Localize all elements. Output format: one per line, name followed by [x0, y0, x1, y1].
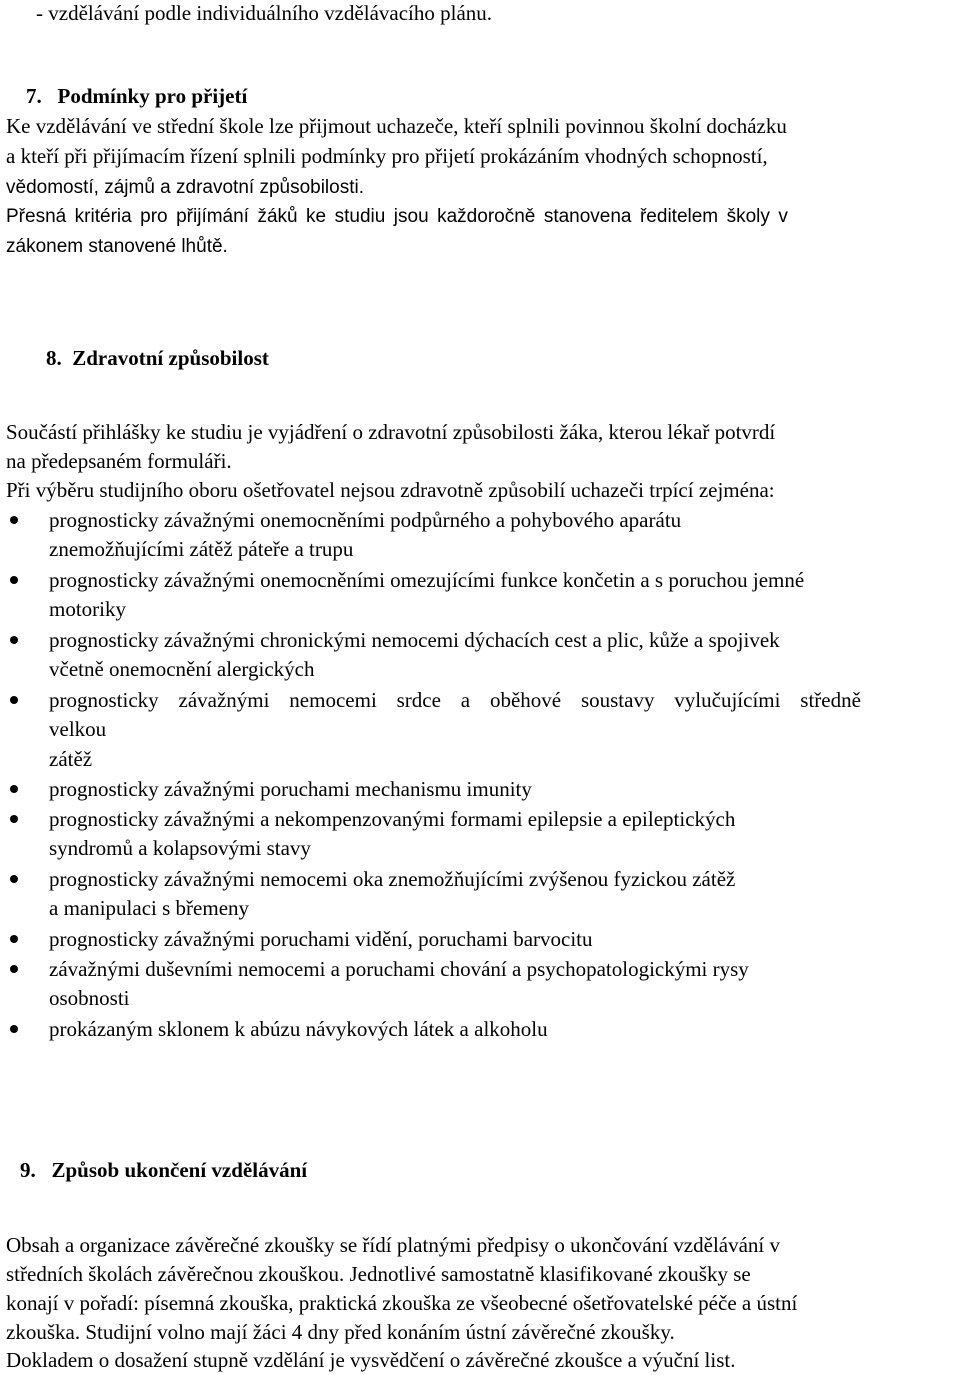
- list-item-continuation: včetně onemocnění alergických: [49, 657, 315, 681]
- list-item-continuation: znemožňujícími zátěž páteře a trupu: [49, 537, 354, 561]
- list-item: prognosticky závažnými a nekompenzovanými formami epilepsie a epileptických: [49, 807, 736, 831]
- section7-p1-line2: a kteří při přijímacím řízení splnili podmínky pro přijetí prokázáním vhodných schopností,: [6, 144, 768, 168]
- section9-p1-line4: zkouška. Studijní volno mají žáci 4 dny před konáním ústní závěrečné zkoušky.: [6, 1320, 675, 1344]
- list-item: prokázaným sklonem k abúzu návykových látek a alkoholu: [49, 1017, 548, 1041]
- list-item-continuation: velkou: [49, 717, 107, 741]
- list-item: prognosticky závažnými onemocněními podpůrného a pohybového aparátu: [49, 508, 682, 532]
- section9-p1-line5: Dokladem o dosažení stupně vzdělání je vysvědčení o závěrečné zkoušce a výuční list.: [6, 1348, 736, 1372]
- section7-p1-line3: vědomostí, zájmů a zdravotní způsobilosti.: [6, 177, 365, 198]
- list-item: prognosticky závažnými nemocemi oka znemožňujícími zvýšenou fyzickou zátěž: [49, 867, 736, 891]
- intro-list-item: - vzdělávání podle individuálního vzdělávacího plánu.: [36, 1, 493, 25]
- section7-p1-line1: [6, 116, 954, 137]
- list-item: prognosticky závažnými onemocněními omezujícími funkce končetin a s poruchou jemné: [49, 568, 805, 592]
- bullet-dot-icon: [10, 875, 18, 883]
- section8-title: Zdravotní způsobilost: [72, 346, 269, 370]
- section7-p2-line2: zákonem stanovené lhůtě.: [6, 236, 228, 257]
- bullet-dot-icon: [10, 785, 18, 793]
- bullet-dot-icon: [10, 935, 18, 943]
- section8-p2: Při výběru studijního oboru ošetřovatel nejsou zdravotně způsobilí uchazeči trpící zejména:: [6, 478, 775, 502]
- section9-p1-line3: konají v pořadí: písemná zkouška, praktická zkouška ze všeobecné ošetřovatelské péče a ústní: [6, 1291, 798, 1315]
- section9-p1-line1: Obsah a organizace závěrečné zkoušky se řídí platnými předpisy o ukončování vzdělávání v: [6, 1233, 781, 1257]
- section9-title: Způsob ukončení vzdělávání: [51, 1158, 308, 1182]
- section9-heading: [20, 1160, 307, 1181]
- list-item: prognosticky závažnými nemocemi srdce a oběhové soustavy vylučujícími středně: [49, 688, 861, 712]
- section9-number: 9.: [20, 1158, 36, 1182]
- bullet-dot-icon: [10, 965, 18, 973]
- list-item-continuation: a manipulaci s břemeny: [49, 896, 250, 920]
- bullet-dot-icon: [10, 576, 18, 584]
- list-item: prognosticky závažnými poruchami mechanismu imunity: [49, 777, 532, 801]
- list-item-continuation: osobnosti: [49, 986, 130, 1010]
- bullet-dot-icon: [10, 516, 18, 524]
- section7-p1-text: Ke vzdělávání ve střední škole lze přijmout uchazeče, kteří splnili povinnou školní docházku: [6, 114, 787, 138]
- section7-p2-line1: Přesná kritéria pro přijímání žáků ke studiu jsou každoročně stanovena ředitelem školy v: [6, 206, 788, 227]
- section7-heading: [26, 86, 247, 107]
- list-item-continuation: motoriky: [49, 597, 126, 621]
- bullet-dot-icon: [10, 1025, 18, 1033]
- section7-number: 7.: [26, 84, 42, 108]
- list-item: prognosticky závažnými poruchami vidění, poruchami barvocitu: [49, 927, 593, 951]
- bullet-dot-icon: [10, 696, 18, 704]
- section8-p1-line2: na předepsaném formuláři.: [6, 449, 232, 473]
- section8-number: 8.: [46, 346, 62, 370]
- bullet-dot-icon: [10, 636, 18, 644]
- list-item: závažnými duševními nemocemi a poruchami chování a psychopatologickými rysy: [49, 957, 749, 981]
- list-item-continuation: zátěž: [49, 747, 93, 771]
- section8-p1-line1: Součástí přihlášky ke studiu je vyjádření o zdravotní způsobilosti žáka, kterou lékař potvrdí: [6, 420, 776, 444]
- list-item-continuation: syndromů a kolapsovými stavy: [49, 836, 311, 860]
- bullet-dot-icon: [10, 815, 18, 823]
- section8-heading: [46, 348, 269, 369]
- section7-title: Podmínky pro přijetí: [57, 84, 248, 108]
- list-item: prognosticky závažnými chronickými nemocemi dýchacích cest a plic, kůže a spojivek: [49, 628, 780, 652]
- section9-p1-line2: středních školách závěrečnou zkouškou. Jednotlivé samostatně klasifikované zkoušky se: [6, 1262, 751, 1286]
